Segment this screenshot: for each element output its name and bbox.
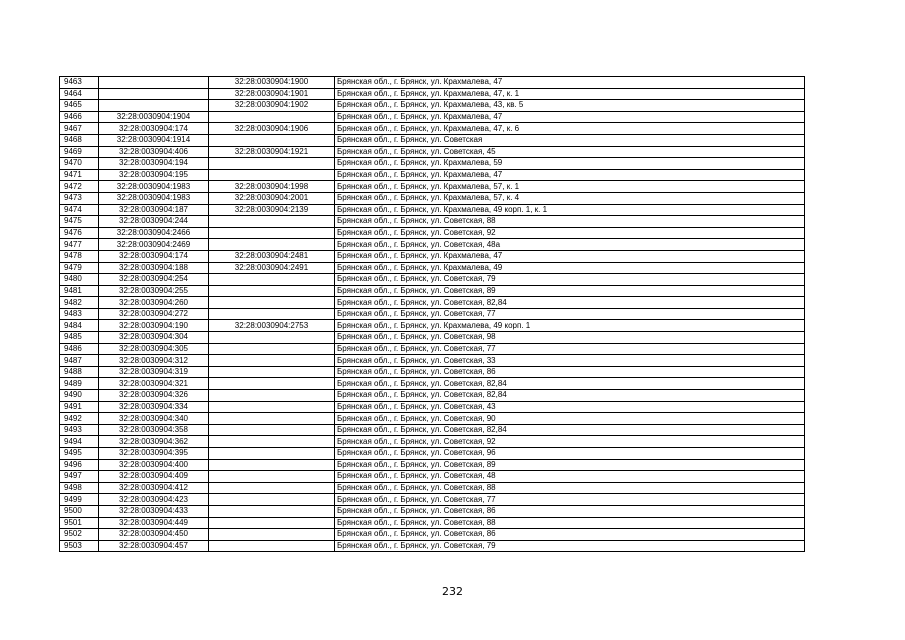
address-cell: Брянская обл., г. Брянск, ул. Советская, 48а — [335, 239, 805, 251]
cadastral-number-cell: 32:28:0030904:188 — [99, 262, 209, 274]
row-number-cell: 9485 — [60, 332, 99, 344]
cadastral-number-cell: 32:28:0030904:412 — [99, 482, 209, 494]
table-row — [60, 239, 805, 251]
row-number-cell: 9476 — [60, 227, 99, 239]
table-row — [60, 378, 805, 390]
address-cell: Брянская обл., г. Брянск, ул. Крахмалева, 59 — [335, 158, 805, 170]
table-row — [60, 355, 805, 367]
address-cell: Брянская обл., г. Брянск, ул. Крахмалева, 57, к. 1 — [335, 181, 805, 193]
row-number-cell: 9499 — [60, 494, 99, 506]
row-number-cell: 9487 — [60, 355, 99, 367]
address-cell: Брянская обл., г. Брянск, ул. Советская, 77 — [335, 343, 805, 355]
address-cell: Брянская обл., г. Брянск, ул. Крахмалева, 49 — [335, 262, 805, 274]
cadastral-number-cell: 32:28:0030904:409 — [99, 471, 209, 483]
cadastral-number-cell: 32:28:0030904:400 — [99, 459, 209, 471]
row-number-cell: 9492 — [60, 413, 99, 425]
row-number-cell: 9490 — [60, 390, 99, 402]
table-row — [60, 448, 805, 460]
cadastral-number-cell: 32:28:0030904:1983 — [99, 192, 209, 204]
cadastral-number-cell: 32:28:0030904:423 — [99, 494, 209, 506]
address-cell: Брянская обл., г. Брянск, ул. Крахмалева, 47 — [335, 169, 805, 181]
table-row — [60, 297, 805, 309]
table-row — [60, 332, 805, 344]
row-number-cell: 9475 — [60, 216, 99, 228]
linked-cadastral-number-cell — [209, 401, 335, 413]
linked-cadastral-number-cell: 32:28:0030904:1900 — [209, 77, 335, 89]
row-number-cell: 9467 — [60, 123, 99, 135]
table-row — [60, 216, 805, 228]
cadastral-number-cell: 32:28:0030904:1983 — [99, 181, 209, 193]
address-cell: Брянская обл., г. Брянск, ул. Советская, 43 — [335, 401, 805, 413]
linked-cadastral-number-cell — [209, 343, 335, 355]
address-cell: Брянская обл., г. Брянск, ул. Советская, 96 — [335, 448, 805, 460]
linked-cadastral-number-cell: 32:28:0030904:1921 — [209, 146, 335, 158]
row-number-cell: 9491 — [60, 401, 99, 413]
registry-table-body — [60, 77, 805, 552]
linked-cadastral-number-cell: 32:28:0030904:2491 — [209, 262, 335, 274]
address-cell: Брянская обл., г. Брянск, ул. Советская, 82,84 — [335, 424, 805, 436]
address-cell: Брянская обл., г. Брянск, ул. Крахмалева, 47 — [335, 250, 805, 262]
linked-cadastral-number-cell — [209, 355, 335, 367]
row-number-cell: 9486 — [60, 343, 99, 355]
table-row — [60, 250, 805, 262]
cadastral-number-cell: 32:28:0030904:305 — [99, 343, 209, 355]
table-row — [60, 424, 805, 436]
row-number-cell: 9463 — [60, 77, 99, 89]
linked-cadastral-number-cell — [209, 134, 335, 146]
row-number-cell: 9473 — [60, 192, 99, 204]
linked-cadastral-number-cell — [209, 390, 335, 402]
linked-cadastral-number-cell — [209, 459, 335, 471]
address-cell: Брянская обл., г. Брянск, ул. Советская, 79 — [335, 540, 805, 552]
table-row — [60, 459, 805, 471]
linked-cadastral-number-cell — [209, 239, 335, 251]
cadastral-number-cell: 32:28:0030904:244 — [99, 216, 209, 228]
registry-table — [59, 76, 805, 552]
row-number-cell: 9484 — [60, 320, 99, 332]
table-row — [60, 100, 805, 112]
cadastral-number-cell — [99, 88, 209, 100]
table-row — [60, 308, 805, 320]
row-number-cell: 9477 — [60, 239, 99, 251]
linked-cadastral-number-cell — [209, 378, 335, 390]
linked-cadastral-number-cell — [209, 517, 335, 529]
linked-cadastral-number-cell: 32:28:0030904:1901 — [209, 88, 335, 100]
cadastral-number-cell: 32:28:0030904:187 — [99, 204, 209, 216]
address-cell: Брянская обл., г. Брянск, ул. Советская — [335, 134, 805, 146]
address-cell: Брянская обл., г. Брянск, ул. Крахмалева, 47, к. 1 — [335, 88, 805, 100]
table-row — [60, 517, 805, 529]
cadastral-number-cell: 32:28:0030904:254 — [99, 274, 209, 286]
row-number-cell: 9483 — [60, 308, 99, 320]
linked-cadastral-number-cell: 32:28:0030904:2481 — [209, 250, 335, 262]
table-row — [60, 401, 805, 413]
table-row — [60, 262, 805, 274]
cadastral-number-cell: 32:28:0030904:255 — [99, 285, 209, 297]
row-number-cell: 9468 — [60, 134, 99, 146]
address-cell: Брянская обл., г. Брянск, ул. Советская, 98 — [335, 332, 805, 344]
table-row — [60, 158, 805, 170]
cadastral-number-cell: 32:28:0030904:449 — [99, 517, 209, 529]
row-number-cell: 9466 — [60, 111, 99, 123]
table-row — [60, 123, 805, 135]
linked-cadastral-number-cell — [209, 169, 335, 181]
cadastral-number-cell: 32:28:0030904:194 — [99, 158, 209, 170]
cadastral-number-cell: 32:28:0030904:2466 — [99, 227, 209, 239]
cadastral-number-cell: 32:28:0030904:326 — [99, 390, 209, 402]
table-row — [60, 494, 805, 506]
linked-cadastral-number-cell: 32:28:0030904:2001 — [209, 192, 335, 204]
row-number-cell: 9471 — [60, 169, 99, 181]
table-row — [60, 146, 805, 158]
table-row — [60, 436, 805, 448]
address-cell: Брянская обл., г. Брянск, ул. Крахмалева, 47, к. 6 — [335, 123, 805, 135]
linked-cadastral-number-cell — [209, 111, 335, 123]
linked-cadastral-number-cell — [209, 308, 335, 320]
cadastral-number-cell: 32:28:0030904:450 — [99, 529, 209, 541]
address-cell: Брянская обл., г. Брянск, ул. Советская, 86 — [335, 529, 805, 541]
address-cell: Брянская обл., г. Брянск, ул. Советская, 77 — [335, 308, 805, 320]
row-number-cell: 9497 — [60, 471, 99, 483]
table-row — [60, 169, 805, 181]
linked-cadastral-number-cell — [209, 366, 335, 378]
table-row — [60, 390, 805, 402]
row-number-cell: 9503 — [60, 540, 99, 552]
address-cell: Брянская обл., г. Брянск, ул. Крахмалева, 47 — [335, 111, 805, 123]
address-cell: Брянская обл., г. Брянск, ул. Советская, 82,84 — [335, 390, 805, 402]
cadastral-number-cell: 32:28:0030904:272 — [99, 308, 209, 320]
row-number-cell: 9501 — [60, 517, 99, 529]
cadastral-number-cell: 32:28:0030904:395 — [99, 448, 209, 460]
linked-cadastral-number-cell — [209, 494, 335, 506]
row-number-cell: 9493 — [60, 424, 99, 436]
row-number-cell: 9478 — [60, 250, 99, 262]
address-cell: Брянская обл., г. Брянск, ул. Советская, 92 — [335, 436, 805, 448]
table-row — [60, 192, 805, 204]
linked-cadastral-number-cell — [209, 285, 335, 297]
row-number-cell: 9488 — [60, 366, 99, 378]
linked-cadastral-number-cell — [209, 482, 335, 494]
table-row — [60, 111, 805, 123]
address-cell: Брянская обл., г. Брянск, ул. Советская, 48 — [335, 471, 805, 483]
cadastral-number-cell: 32:28:0030904:433 — [99, 505, 209, 517]
cadastral-number-cell: 32:28:0030904:304 — [99, 332, 209, 344]
table-row — [60, 366, 805, 378]
cadastral-number-cell: 32:28:0030904:174 — [99, 123, 209, 135]
table-row — [60, 505, 805, 517]
row-number-cell: 9472 — [60, 181, 99, 193]
table-row — [60, 413, 805, 425]
address-cell: Брянская обл., г. Брянск, ул. Советская, 82,84 — [335, 297, 805, 309]
linked-cadastral-number-cell — [209, 216, 335, 228]
row-number-cell: 9480 — [60, 274, 99, 286]
cadastral-number-cell: 32:28:0030904:319 — [99, 366, 209, 378]
row-number-cell: 9482 — [60, 297, 99, 309]
cadastral-number-cell: 32:28:0030904:457 — [99, 540, 209, 552]
address-cell: Брянская обл., г. Брянск, ул. Крахмалева, 49 корп. 1, к. 1 — [335, 204, 805, 216]
linked-cadastral-number-cell — [209, 413, 335, 425]
cadastral-number-cell: 32:28:0030904:195 — [99, 169, 209, 181]
row-number-cell: 9495 — [60, 448, 99, 460]
cadastral-number-cell: 32:28:0030904:260 — [99, 297, 209, 309]
address-cell: Брянская обл., г. Брянск, ул. Советская, 77 — [335, 494, 805, 506]
cadastral-number-cell — [99, 77, 209, 89]
cadastral-number-cell: 32:28:0030904:174 — [99, 250, 209, 262]
table-row — [60, 540, 805, 552]
table-row — [60, 471, 805, 483]
linked-cadastral-number-cell — [209, 332, 335, 344]
address-cell: Брянская обл., г. Брянск, ул. Советская, 88 — [335, 216, 805, 228]
linked-cadastral-number-cell — [209, 297, 335, 309]
cadastral-number-cell: 32:28:0030904:340 — [99, 413, 209, 425]
row-number-cell: 9481 — [60, 285, 99, 297]
cadastral-number-cell: 32:28:0030904:1904 — [99, 111, 209, 123]
address-cell: Брянская обл., г. Брянск, ул. Советская, 92 — [335, 227, 805, 239]
address-cell: Брянская обл., г. Брянск, ул. Советская, 89 — [335, 459, 805, 471]
linked-cadastral-number-cell — [209, 448, 335, 460]
cadastral-number-cell: 32:28:0030904:406 — [99, 146, 209, 158]
address-cell: Брянская обл., г. Брянск, ул. Советская, 79 — [335, 274, 805, 286]
address-cell: Брянская обл., г. Брянск, ул. Советская, 88 — [335, 482, 805, 494]
row-number-cell: 9474 — [60, 204, 99, 216]
linked-cadastral-number-cell: 32:28:0030904:1902 — [209, 100, 335, 112]
table-row — [60, 227, 805, 239]
table-row — [60, 285, 805, 297]
row-number-cell: 9470 — [60, 158, 99, 170]
linked-cadastral-number-cell — [209, 274, 335, 286]
row-number-cell: 9494 — [60, 436, 99, 448]
address-cell: Брянская обл., г. Брянск, ул. Советская, 90 — [335, 413, 805, 425]
table-row — [60, 320, 805, 332]
table-row — [60, 204, 805, 216]
address-cell: Брянская обл., г. Брянск, ул. Крахмалева, 47 — [335, 77, 805, 89]
linked-cadastral-number-cell — [209, 529, 335, 541]
table-row — [60, 77, 805, 89]
linked-cadastral-number-cell — [209, 158, 335, 170]
address-cell: Брянская обл., г. Брянск, ул. Советская, 45 — [335, 146, 805, 158]
cadastral-number-cell: 32:28:0030904:321 — [99, 378, 209, 390]
address-cell: Брянская обл., г. Брянск, ул. Крахмалева, 57, к. 4 — [335, 192, 805, 204]
cadastral-number-cell: 32:28:0030904:312 — [99, 355, 209, 367]
row-number-cell: 9489 — [60, 378, 99, 390]
linked-cadastral-number-cell: 32:28:0030904:2139 — [209, 204, 335, 216]
linked-cadastral-number-cell: 32:28:0030904:2753 — [209, 320, 335, 332]
table-row — [60, 529, 805, 541]
row-number-cell: 9502 — [60, 529, 99, 541]
cadastral-number-cell: 32:28:0030904:362 — [99, 436, 209, 448]
table-row — [60, 343, 805, 355]
linked-cadastral-number-cell — [209, 471, 335, 483]
linked-cadastral-number-cell — [209, 424, 335, 436]
cadastral-number-cell: 32:28:0030904:2469 — [99, 239, 209, 251]
address-cell: Брянская обл., г. Брянск, ул. Советская, 86 — [335, 505, 805, 517]
row-number-cell: 9498 — [60, 482, 99, 494]
cadastral-number-cell: 32:28:0030904:358 — [99, 424, 209, 436]
address-cell: Брянская обл., г. Брянск, ул. Крахмалева, 43, кв. 5 — [335, 100, 805, 112]
table-row — [60, 88, 805, 100]
address-cell: Брянская обл., г. Брянск, ул. Советская, 33 — [335, 355, 805, 367]
table-row — [60, 274, 805, 286]
linked-cadastral-number-cell: 32:28:0030904:1906 — [209, 123, 335, 135]
row-number-cell: 9500 — [60, 505, 99, 517]
address-cell: Брянская обл., г. Брянск, ул. Крахмалева, 49 корп. 1 — [335, 320, 805, 332]
page-number: 232 — [442, 585, 463, 598]
linked-cadastral-number-cell — [209, 540, 335, 552]
table-row — [60, 134, 805, 146]
linked-cadastral-number-cell — [209, 227, 335, 239]
address-cell: Брянская обл., г. Брянск, ул. Советская, 89 — [335, 285, 805, 297]
cadastral-number-cell: 32:28:0030904:190 — [99, 320, 209, 332]
cadastral-number-cell: 32:28:0030904:334 — [99, 401, 209, 413]
row-number-cell: 9479 — [60, 262, 99, 274]
linked-cadastral-number-cell: 32:28:0030904:1998 — [209, 181, 335, 193]
row-number-cell: 9496 — [60, 459, 99, 471]
address-cell: Брянская обл., г. Брянск, ул. Советская, 88 — [335, 517, 805, 529]
linked-cadastral-number-cell — [209, 436, 335, 448]
table-row — [60, 181, 805, 193]
cadastral-number-cell — [99, 100, 209, 112]
row-number-cell: 9469 — [60, 146, 99, 158]
address-cell: Брянская обл., г. Брянск, ул. Советская, 86 — [335, 366, 805, 378]
row-number-cell: 9465 — [60, 100, 99, 112]
table-row — [60, 482, 805, 494]
linked-cadastral-number-cell — [209, 505, 335, 517]
cadastral-number-cell: 32:28:0030904:1914 — [99, 134, 209, 146]
row-number-cell: 9464 — [60, 88, 99, 100]
address-cell: Брянская обл., г. Брянск, ул. Советская, 82,84 — [335, 378, 805, 390]
